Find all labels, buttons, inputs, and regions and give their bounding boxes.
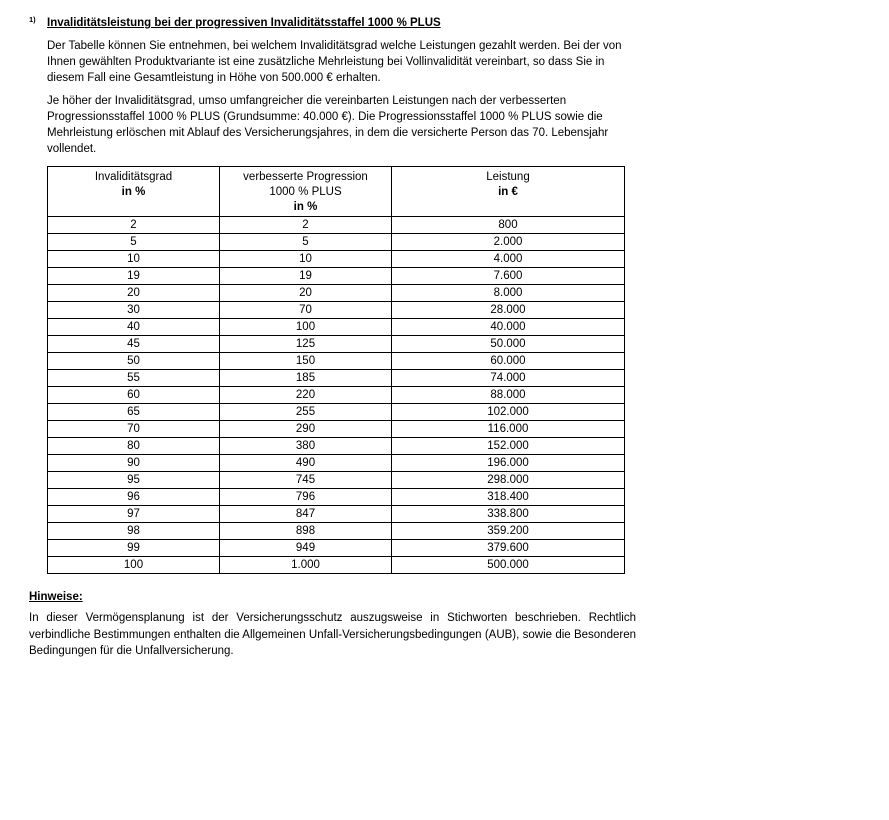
table-cell: 1.000 [220, 557, 392, 574]
table-cell: 60 [48, 387, 220, 404]
table-cell: 5 [48, 234, 220, 251]
table-cell: 102.000 [392, 404, 625, 421]
header-unit: in % [293, 201, 318, 213]
table-cell: 298.000 [392, 472, 625, 489]
table-cell: 2 [48, 217, 220, 234]
table-cell: 185 [220, 370, 392, 387]
table-cell: 745 [220, 472, 392, 489]
table-cell: 290 [220, 421, 392, 438]
notes-heading: Hinweise: [29, 591, 83, 603]
table-cell: 99 [48, 540, 220, 557]
footnote-marker: 1) [29, 15, 36, 24]
header-line: verbesserte Progression [243, 171, 368, 183]
column-header-invaliditaetsgrad [48, 167, 220, 217]
table-cell: 318.400 [392, 489, 625, 506]
table-cell: 338.800 [392, 506, 625, 523]
table-cell: 30 [48, 302, 220, 319]
table-cell: 150 [220, 353, 392, 370]
header-unit: in % [121, 186, 146, 198]
intro-paragraph-1: Der Tabelle können Sie entnehmen, bei welchem Invaliditätsgrad welche Leistungen gezahlt werden. Bei der von Ihnen gewählten Produktvariante ist eine zusätzliche Mehrleistung bei Vollinvalidität vereinbart, so dass Sie in diesem Fall eine Gesamtleistung in Höhe von 500.000 € erhalten. [47, 40, 622, 84]
table-cell: 379.600 [392, 540, 625, 557]
table-cell: 898 [220, 523, 392, 540]
table-cell: 100 [48, 557, 220, 574]
table-cell: 19 [48, 268, 220, 285]
table-row [48, 285, 625, 302]
table-cell: 60.000 [392, 353, 625, 370]
table-cell: 50 [48, 353, 220, 370]
table-cell: 20 [48, 285, 220, 302]
header-line: 1000 % PLUS [269, 186, 342, 198]
table-cell: 98 [48, 523, 220, 540]
table-row [48, 489, 625, 506]
column-header-leistung [392, 167, 625, 217]
table-cell: 55 [48, 370, 220, 387]
table-cell: 19 [220, 268, 392, 285]
table-cell: 65 [48, 404, 220, 421]
table-cell: 500.000 [392, 557, 625, 574]
table-row [48, 540, 625, 557]
header-unit: in € [498, 186, 518, 198]
table-row [48, 217, 625, 234]
table-cell: 380 [220, 438, 392, 455]
table-row [48, 268, 625, 285]
column-header-progression [220, 167, 392, 217]
table-cell: 8.000 [392, 285, 625, 302]
table-row [48, 387, 625, 404]
table-cell: 10 [220, 251, 392, 268]
table-cell: 80 [48, 438, 220, 455]
table-cell: 196.000 [392, 455, 625, 472]
table-row [48, 234, 625, 251]
notes-body: In dieser Vermögensplanung ist der Versicherungsschutz auszugsweise in Stichworten beschrieben. Rechtlich verbindliche Bestimmungen enthalten die Allgemeinen Unfall-Versicherungsbedingungen (AUB), sowie die Besonderen Bedingungen für die Unfallversicherung. [29, 612, 636, 657]
table-row [48, 404, 625, 421]
table-cell: 74.000 [392, 370, 625, 387]
table-cell: 800 [392, 217, 625, 234]
table-cell: 796 [220, 489, 392, 506]
table-cell: 490 [220, 455, 392, 472]
table-cell: 4.000 [392, 251, 625, 268]
table-cell: 90 [48, 455, 220, 472]
notes-section [29, 591, 889, 660]
table-cell: 88.000 [392, 387, 625, 404]
table-row [48, 472, 625, 489]
table-cell: 100 [220, 319, 392, 336]
table-row [48, 506, 625, 523]
table-cell: 45 [48, 336, 220, 353]
table-row [48, 557, 625, 574]
table-cell: 5 [220, 234, 392, 251]
table-row [48, 319, 625, 336]
table-cell: 949 [220, 540, 392, 557]
table-cell: 7.600 [392, 268, 625, 285]
table-cell: 28.000 [392, 302, 625, 319]
table-cell: 255 [220, 404, 392, 421]
table-row [48, 421, 625, 438]
table-row [48, 251, 625, 268]
table-cell: 2.000 [392, 234, 625, 251]
table-cell: 847 [220, 506, 392, 523]
table-row [48, 455, 625, 472]
table-cell: 50.000 [392, 336, 625, 353]
table-cell: 40.000 [392, 319, 625, 336]
table-cell: 2 [220, 217, 392, 234]
section-title: Invaliditätsleistung bei der progressiven Invaliditätsstaffel 1000 % PLUS [47, 17, 441, 29]
table-cell: 116.000 [392, 421, 625, 438]
table-cell: 70 [48, 421, 220, 438]
table-row [48, 523, 625, 540]
table-row [48, 336, 625, 353]
table-header-row [48, 167, 625, 217]
table-cell: 97 [48, 506, 220, 523]
header-line: Invaliditätsgrad [94, 171, 173, 183]
table-row [48, 302, 625, 319]
intro-paragraph-2: Je höher der Invaliditätsgrad, umso umfangreicher die vereinbarten Leistungen nach der verbesserten Progressionsstaffel 1000 % PLUS (Grundsumme: 40.000 €). Die Progressionsstaffel 1000 % PLUS sowie die Mehrleistung erlöschen mit Ablauf des Versicherungsjahres, in dem die versicherte Person das 70. Lebensjahr vollendet. [47, 95, 609, 155]
table-cell: 96 [48, 489, 220, 506]
table-row [48, 438, 625, 455]
table-cell: 359.200 [392, 523, 625, 540]
table-row [48, 370, 625, 387]
table-row [48, 353, 625, 370]
table-cell: 152.000 [392, 438, 625, 455]
table-cell: 220 [220, 387, 392, 404]
table-cell: 125 [220, 336, 392, 353]
table-cell: 70 [220, 302, 392, 319]
section-heading-row [29, 14, 889, 30]
table-cell: 20 [220, 285, 392, 302]
header-line: Leistung [486, 171, 530, 183]
table-cell: 40 [48, 319, 220, 336]
benefits-table [47, 166, 625, 574]
table-cell: 95 [48, 472, 220, 489]
table-cell: 10 [48, 251, 220, 268]
